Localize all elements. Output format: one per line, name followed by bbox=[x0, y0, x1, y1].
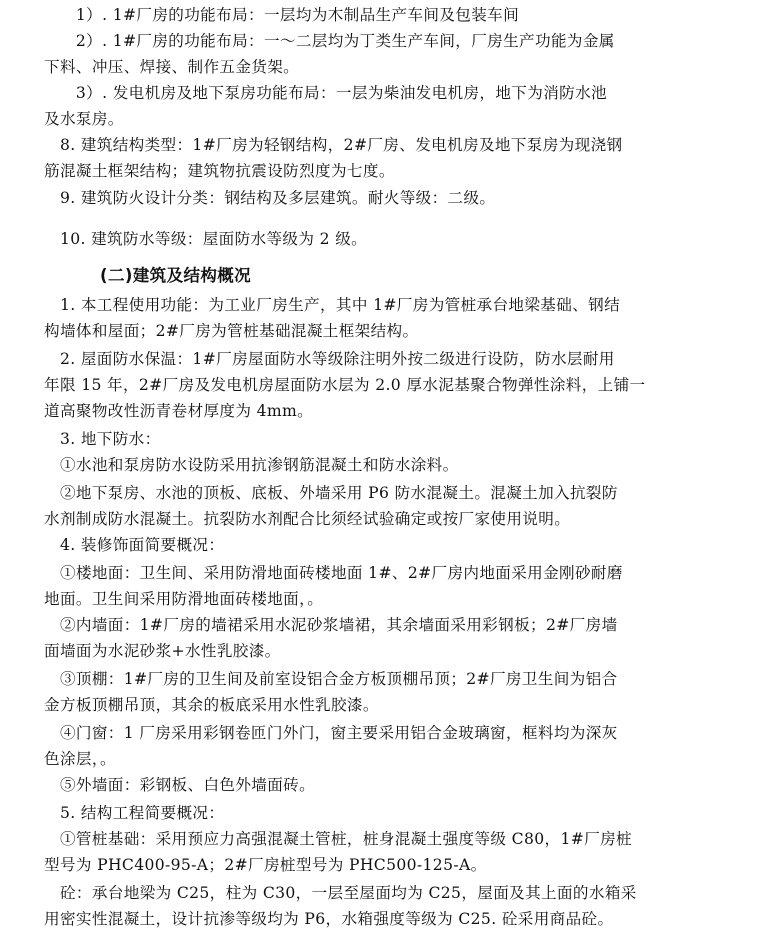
text-line: ①楼地面：卫生间、采用防滑地面砖楼地面 1#、2#厂房内地面采用金刚砂耐磨 bbox=[44, 564, 623, 582]
text-line: 5. 结构工程简要概况： bbox=[44, 804, 225, 822]
text-line: ①管桩基础：采用预应力高强混凝土管桩，桩身混凝土强度等级 C80，1#厂房桩 bbox=[44, 830, 632, 848]
text-line: ②内墙面：1#厂房的墙裙采用水泥砂浆墙裙，其余墙面采用彩钢板；2#厂房墙 bbox=[44, 616, 618, 634]
text-line: ③顶棚：1#厂房的卫生间及前室设铝合金方板顶棚吊顶；2#厂房卫生间为铝合 bbox=[44, 670, 618, 688]
text-line: 1. 本工程使用功能：为工业厂房生产，其中 1#厂房为管桩承台地梁基础、钢结 bbox=[44, 296, 621, 314]
text-line: 2. 屋面防水保温：1#厂房屋面防水等级除注明外按二级进行设防，防水层耐用 bbox=[44, 350, 615, 368]
text-line: 金方板顶棚吊顶，其余的板底采用水性乳胶漆。 bbox=[44, 696, 379, 714]
section-heading: (二)建筑及结构概况 bbox=[100, 266, 252, 285]
text-line: ④门窗：1 厂房采用彩钢卷匝门外门，窗主要采用铝合金玻璃窗，框料均为深灰 bbox=[44, 724, 618, 742]
text-line: 8. 建筑结构类型：1#厂房为轻钢结构，2#厂房、发电机房及地下泵房为现浇钢 bbox=[44, 136, 623, 154]
text-line: 3）. 发电机房及地下泵房功能布局：一层为柴油发电机房，地下为消防水池 bbox=[44, 84, 607, 102]
text-line: 砼：承台地梁为 C25，柱为 C30，一层至屋面均为 C25，屋面及其上面的水箱采 bbox=[44, 884, 637, 902]
text-line: 及水泵房。 bbox=[44, 110, 124, 128]
text-line: 地面。卫生间采用防滑地面砖楼地面，。 bbox=[44, 590, 324, 608]
text-line: 4. 装修饰面简要概况： bbox=[44, 536, 225, 554]
text-line: 用密实性混凝土，设计抗渗等级均为 P6，水箱强度等级为 C25. 砼采用商品砼。 bbox=[44, 910, 614, 928]
text-line: 年限 15 年，2#厂房及发电机房屋面防水层为 2.0 厚水泥基聚合物弹性涂料，上铺一 bbox=[44, 376, 646, 394]
text-line: 水剂制成防水混凝土。抗裂防水剂配合比须经试验确定或按厂家使用说明。 bbox=[44, 510, 571, 528]
text-line: 道高聚物改性沥青卷材厚度为 4mm。 bbox=[44, 402, 314, 420]
text-line: 面墙面为水泥砂浆+水性乳胶漆。 bbox=[44, 642, 281, 660]
text-line: ②地下泵房、水池的顶板、底板、外墙采用 P6 防水混凝土。混凝土加入抗裂防 bbox=[44, 484, 618, 502]
text-line: ①水池和泵房防水设防采用抗渗钢筋混凝土和防水涂料。 bbox=[44, 456, 459, 474]
text-line: 下料、冲压、焊接、制作五金货架。 bbox=[44, 58, 300, 76]
text-line: 筋混凝土框架结构；建筑物抗震设防烈度为七度。 bbox=[44, 162, 395, 180]
text-line: 10. 建筑防水等级：屋面防水等级为 2 级。 bbox=[44, 230, 368, 248]
text-line: 9. 建筑防火设计分类：钢结构及多层建筑。耐火等级：二级。 bbox=[44, 189, 496, 207]
text-line: 2）. 1#厂房的功能布局：一～二层均为丁类生产车间，厂房生产功能为金属 bbox=[44, 32, 615, 50]
text-line: 型号为 PHC400-95-A；2#厂房桩型号为 PHC500-125-A。 bbox=[44, 856, 487, 874]
text-line: 色涂层，。 bbox=[44, 750, 116, 768]
text-line: 1）. 1#厂房的功能布局：一层均为木制品生产车间及包装车间 bbox=[44, 6, 520, 24]
text-line: ⑤外墙面：彩钢板、白色外墙面砖。 bbox=[44, 776, 316, 794]
text-line: 3. 地下防水： bbox=[44, 430, 161, 448]
text-line: 构墙体和屋面；2#厂房为管桩基础混凝土框架结构。 bbox=[44, 322, 419, 340]
